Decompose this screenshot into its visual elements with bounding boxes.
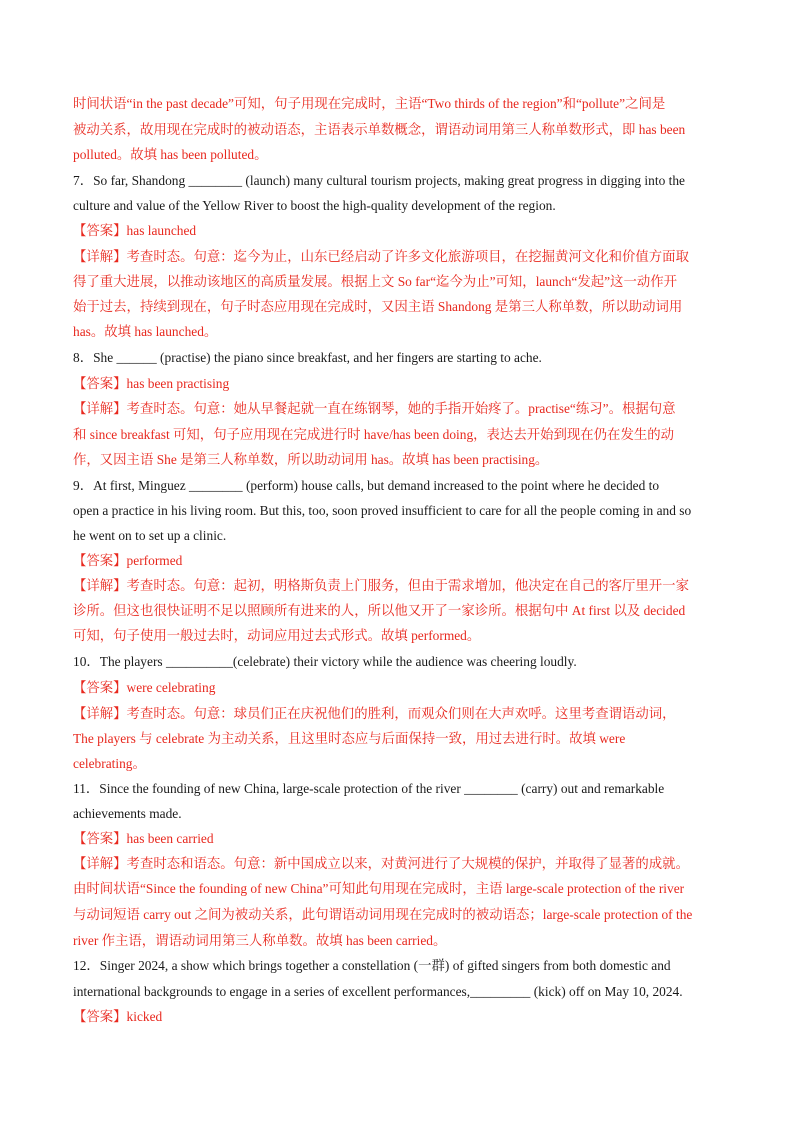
detail-line: 【详解】考查时态。句意：球员们正在庆祝他们的胜利，而观众们则在大声欢呼。这里考查谓语动词，	[73, 706, 676, 721]
answer-8: 【答案】has been practising	[73, 376, 230, 391]
question-7-line: 7．So far, Shandong ________ (launch) many cultural tourism projects, making great progress in digging into the	[73, 173, 685, 188]
detail-line: The players 与 celebrate 为主动关系，且这里时态应与后面保持一致，用过去进行时。故填 were	[73, 731, 626, 746]
question-9-line: open a practice in his living room. But this, too, soon proved insufficient to care for all the people coming in and so	[73, 503, 692, 518]
question-12-line: international backgrounds to engage in a series of excellent performances,_________ (kick) off on May 10, 2024.	[73, 984, 683, 999]
question-7-line: culture and value of the Yellow River to boost the high-quality development of the region.	[73, 198, 556, 213]
answer-9: 【答案】performed	[73, 553, 183, 568]
question-11-line: achievements made.	[73, 806, 182, 821]
detail-line: has。故填 has launched。	[73, 324, 218, 339]
answer-12: 【答案】kicked	[73, 1009, 163, 1024]
detail-line: celebrating。	[73, 756, 146, 771]
detail-line: 【详解】考查时态。句意：她从早餐起就一直在练钢琴，她的手指开始疼了。practise“练习”。根据句意	[73, 401, 676, 416]
question-8-line: 8．She ______ (practise) the piano since breakfast, and her fingers are starting to ache.	[73, 350, 542, 365]
detail-line: 和 since breakfast 可知，句子应用现在完成进行时 have/has been doing，表达去开始到现在仍在发生的动	[73, 427, 675, 442]
detail-line: 始于过去，持续到现在，句子时态应用现在完成时，又因主语 Shandong 是第三人称单数，所以助动词用	[73, 299, 683, 314]
answer-11: 【答案】has been carried	[73, 831, 214, 846]
answer-10: 【答案】were celebrating	[73, 680, 216, 695]
detail-line: 【详解】考查时态。句意：迄今为止，山东已经启动了许多文化旅游项目，在挖掘黄河文化和价值方面取	[73, 249, 689, 264]
question-11-line: 11．Since the founding of new China, large-scale protection of the river ________ (carry) out and remarkable	[73, 781, 665, 796]
detail-line: 诊所。但这也很快证明不足以照顾所有进来的人，所以他又开了一家诊所。根据句中 At first 以及 decided	[73, 603, 686, 618]
question-12-line: 12．Singer 2024, a show which brings together a constellation (一群) of gifted singers from both domestic and	[73, 958, 671, 973]
question-9-line: he went on to set up a clinic.	[73, 528, 227, 543]
detail-line: 时间状语“in the past decade”可知，句子用现在完成时，主语“Two thirds of the region”和“pollute”之间是	[73, 96, 666, 111]
detail-line: 得了重大进展，以推动该地区的高质量发展。根据上文 So far“迄今为止”可知，launch“发起”这一动作开	[73, 274, 678, 289]
question-10-line: 10．The players __________(celebrate) their victory while the audience was cheering loudly.	[73, 654, 577, 669]
answer-7: 【答案】has launched	[73, 223, 197, 238]
detail-line: 与动词短语 carry out 之间为被动关系，此句谓语动词用现在完成时的被动语态；large-scale protection of the	[73, 907, 693, 922]
detail-line: 由时间状语“Since the founding of new China”可知此句用现在完成时，主语 large-scale protection of the river	[73, 881, 685, 896]
detail-line: 作，又因主语 She 是第三人称单数，所以助动词用 has。故填 has been practising。	[73, 452, 549, 467]
detail-line: polluted。故填 has been polluted。	[73, 147, 268, 162]
detail-line: river 作主语，谓语动词用第三人称单数。故填 has been carried。	[73, 933, 447, 948]
detail-line: 【详解】考查时态和语态。句意：新中国成立以来，对黄河进行了大规模的保护，并取得了显著的成就。	[73, 856, 689, 871]
question-9-line: 9．At first, Minguez ________ (perform) house calls, but demand increased to the point where he decided to	[73, 478, 660, 493]
detail-line: 【详解】考查时态。句意：起初，明格斯负责上门服务，但由于需求增加，他决定在自己的客厅里开一家	[73, 578, 689, 593]
detail-line: 可知，句子使用一般过去时，动词应用过去式形式。故填 performed。	[73, 628, 481, 643]
detail-line: 被动关系，故用现在完成时的被动语态，主语表示单数概念，谓语动词用第三人称单数形式，即 has been	[73, 122, 686, 137]
